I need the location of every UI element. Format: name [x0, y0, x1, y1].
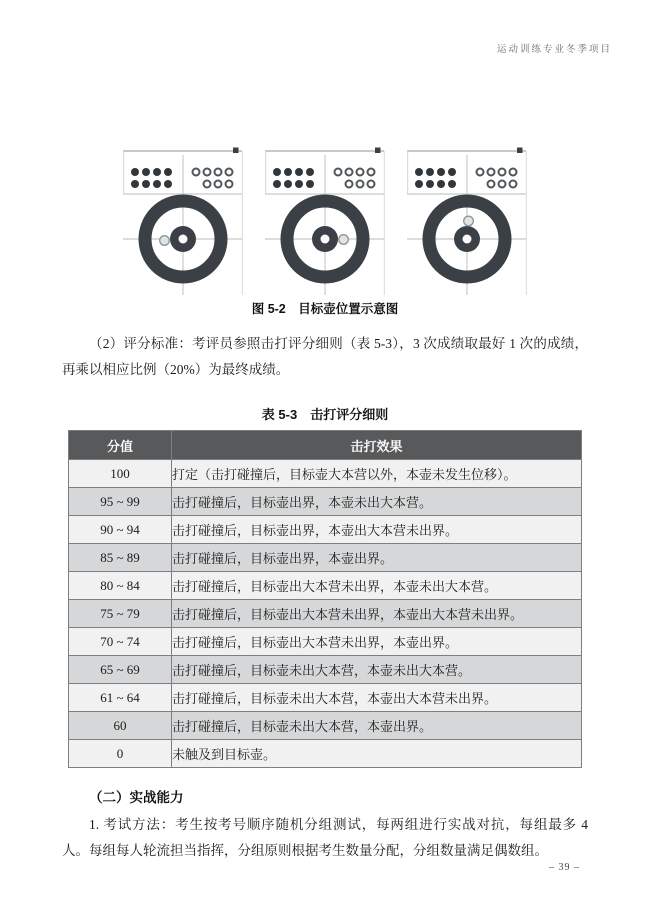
table-row [69, 600, 582, 628]
table-row [69, 684, 582, 712]
effect-cell: 击打碰撞后，目标壶未出大本营，本壶出界。 [172, 712, 582, 740]
running-header: 运动训练专业冬季项目 [496, 45, 612, 55]
table-row [69, 544, 582, 572]
column-header-score: 分值 [69, 431, 172, 460]
score-table-body [69, 460, 582, 768]
target-stone-icon [339, 235, 349, 245]
score-cell: 70 ~ 74 [69, 628, 172, 656]
score-cell: 65 ~ 69 [69, 656, 172, 684]
target-stone-icon [160, 236, 170, 246]
score-cell: 100 [69, 460, 172, 488]
table-row [69, 516, 582, 544]
table-row [69, 628, 582, 656]
target-stone-icon [464, 216, 474, 226]
table-row [69, 656, 582, 684]
effect-cell: 击打碰撞后，目标壶出界，本壶出大本营未出界。 [172, 516, 582, 544]
paragraph-scoring-standard [62, 331, 588, 383]
figure-targets [123, 143, 527, 295]
table-row [69, 488, 582, 516]
section-heading: （二）实战能力 [89, 790, 184, 805]
score-cell: 60 [69, 712, 172, 740]
score-cell: 95 ~ 99 [69, 488, 172, 516]
table-row [69, 712, 582, 740]
curling-house-icon [123, 143, 243, 295]
table-row [69, 740, 582, 768]
score-table [68, 430, 582, 768]
effect-cell: 击打碰撞后，目标壶出界，本壶出界。 [172, 544, 582, 572]
effect-cell: 击打碰撞后，目标壶出大本营未出界，本壶出界。 [172, 628, 582, 656]
effect-cell: 击打碰撞后，目标壶未出大本营，本壶出大本营未出界。 [172, 684, 582, 712]
score-cell: 75 ~ 79 [69, 600, 172, 628]
score-cell: 85 ~ 89 [69, 544, 172, 572]
curling-house-icon [407, 143, 527, 295]
page-number: – 39 – [549, 862, 580, 873]
table-row [69, 572, 582, 600]
table-row [69, 460, 582, 488]
curling-house-icon [265, 143, 385, 295]
effect-cell: 击打碰撞后，目标壶出大本营未出界，本壶出大本营未出界。 [172, 600, 582, 628]
figure-caption: 图 5-2 目标壶位置示意图 [251, 302, 399, 316]
paragraph-exam-method [62, 812, 588, 864]
score-cell: 80 ~ 84 [69, 572, 172, 600]
effect-cell: 击打碰撞后，目标壶出大本营未出界，本壶未出大本营。 [172, 572, 582, 600]
score-cell: 61 ~ 64 [69, 684, 172, 712]
effect-cell: 未触及到目标壶。 [172, 740, 582, 768]
table-title: 表 5-3 击打评分细则 [261, 407, 389, 422]
score-cell: 0 [69, 740, 172, 768]
effect-cell: 击打碰撞后，目标壶未出大本营，本壶未出大本营。 [172, 656, 582, 684]
score-cell: 90 ~ 94 [69, 516, 172, 544]
effect-cell: 打定（击打碰撞后，目标壶大本营以外，本壶未发生位移）。 [172, 460, 582, 488]
paragraph-text: （2）评分标准：考评员参照击打评分细则（表 5-3），3 次成绩取最好 1 次的成绩，再乘以相应比例（20%）为最终成绩。 [62, 336, 588, 377]
curling-target-diagram [123, 143, 243, 295]
score-table-head [69, 431, 582, 460]
paragraph-text: 1. 考试方法：考生按考号顺序随机分组测试，每两组进行实战对抗，每组最多 4 人。每组每人轮流担当指挥，分组原则根据考生数量分配，分组数量满足偶数组。 [62, 817, 588, 858]
curling-target-diagram [265, 143, 385, 295]
column-header-effect: 击打效果 [172, 431, 582, 460]
header-row [69, 431, 582, 460]
curling-target-diagram [407, 143, 527, 295]
effect-cell: 击打碰撞后，目标壶出界，本壶未出大本营。 [172, 488, 582, 516]
